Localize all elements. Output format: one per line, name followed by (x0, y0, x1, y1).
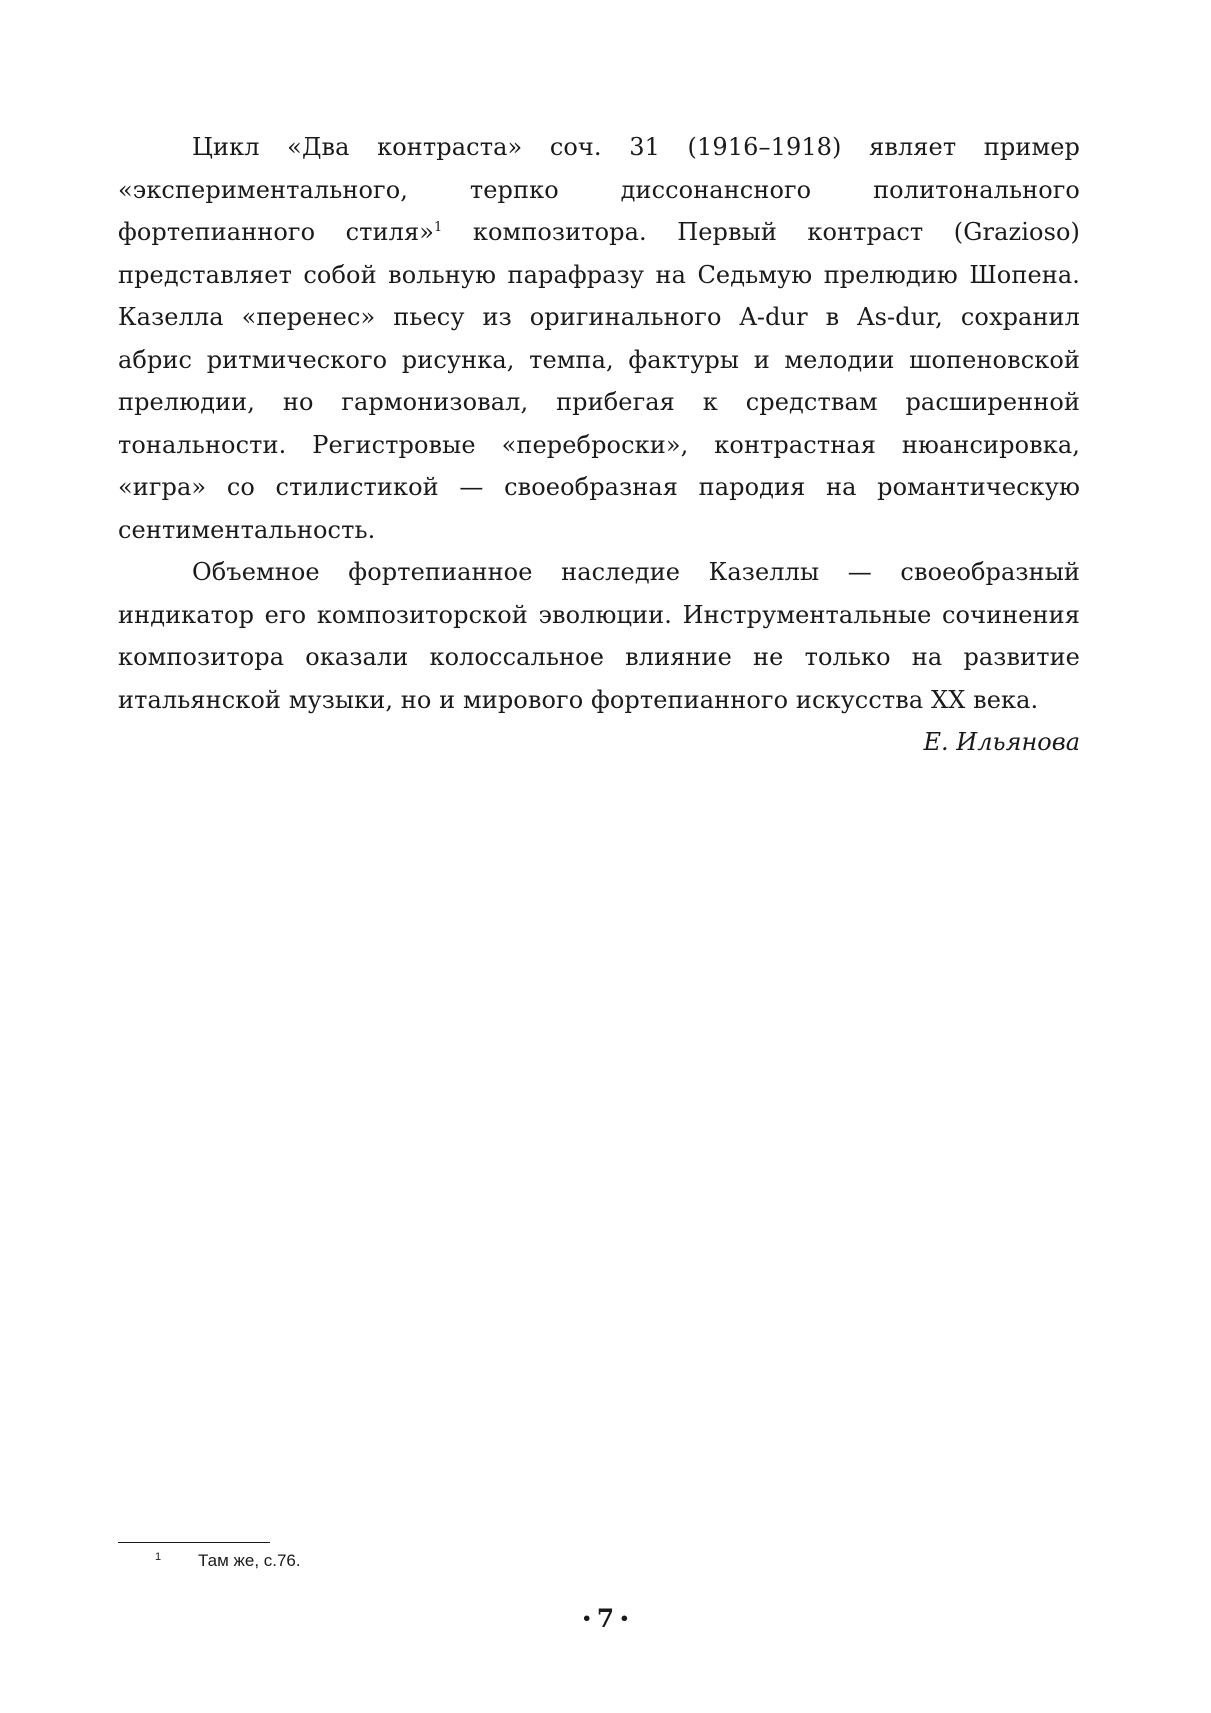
page-body (118, 126, 1080, 764)
paragraph-1-text-start: Цикл «Два контраста» соч. 31 (1916–1918) являет пример «экспериментального, терпко диссонансного политонального фортепианного стиля» (118, 133, 1080, 246)
footnote-number: 1 (154, 1551, 162, 1563)
paragraph-2: Объемное фортепианное наследие Казеллы — своеобразный индикатор его композиторской эволюции. Инструментальные сочинения композитора оказали колоссальное влияние не только на развитие итальянской музыки, но и мирового фортепианного искусства XX века. (118, 558, 1080, 714)
footnote-reference: 1 (434, 220, 443, 235)
footnote (118, 1548, 818, 1574)
footnote-separator (118, 1542, 270, 1543)
page-number (0, 1603, 1211, 1635)
page-number-bullet-left: • (581, 1609, 592, 1628)
paragraph-1-text-end: композитора. Первый контраст (Grazioso) представляет собой вольную парафразу на Седьмую прелюдию Шопена. Казелла «перенес» пьесу из оригинального A-dur в As-dur, сохранил абрис ритмического рисунка, темпа, фактуры и мелодии шопеновской прелюдии, но гармонизовал, прибегая к средствам расширенной тональности. Регистровые «переброски», контрастная нюансировка, «игра» со стилистикой — своеобразная пародия на романтическую сентиментальность. (118, 218, 1081, 544)
page-number-bullet-right: • (619, 1609, 630, 1628)
paragraph-1 (118, 126, 1080, 551)
footnote-text: Там же, с.76. (198, 1551, 301, 1570)
page-number-value: 7 (596, 1604, 615, 1633)
author-signature: Е. Ильянова (923, 728, 1080, 756)
